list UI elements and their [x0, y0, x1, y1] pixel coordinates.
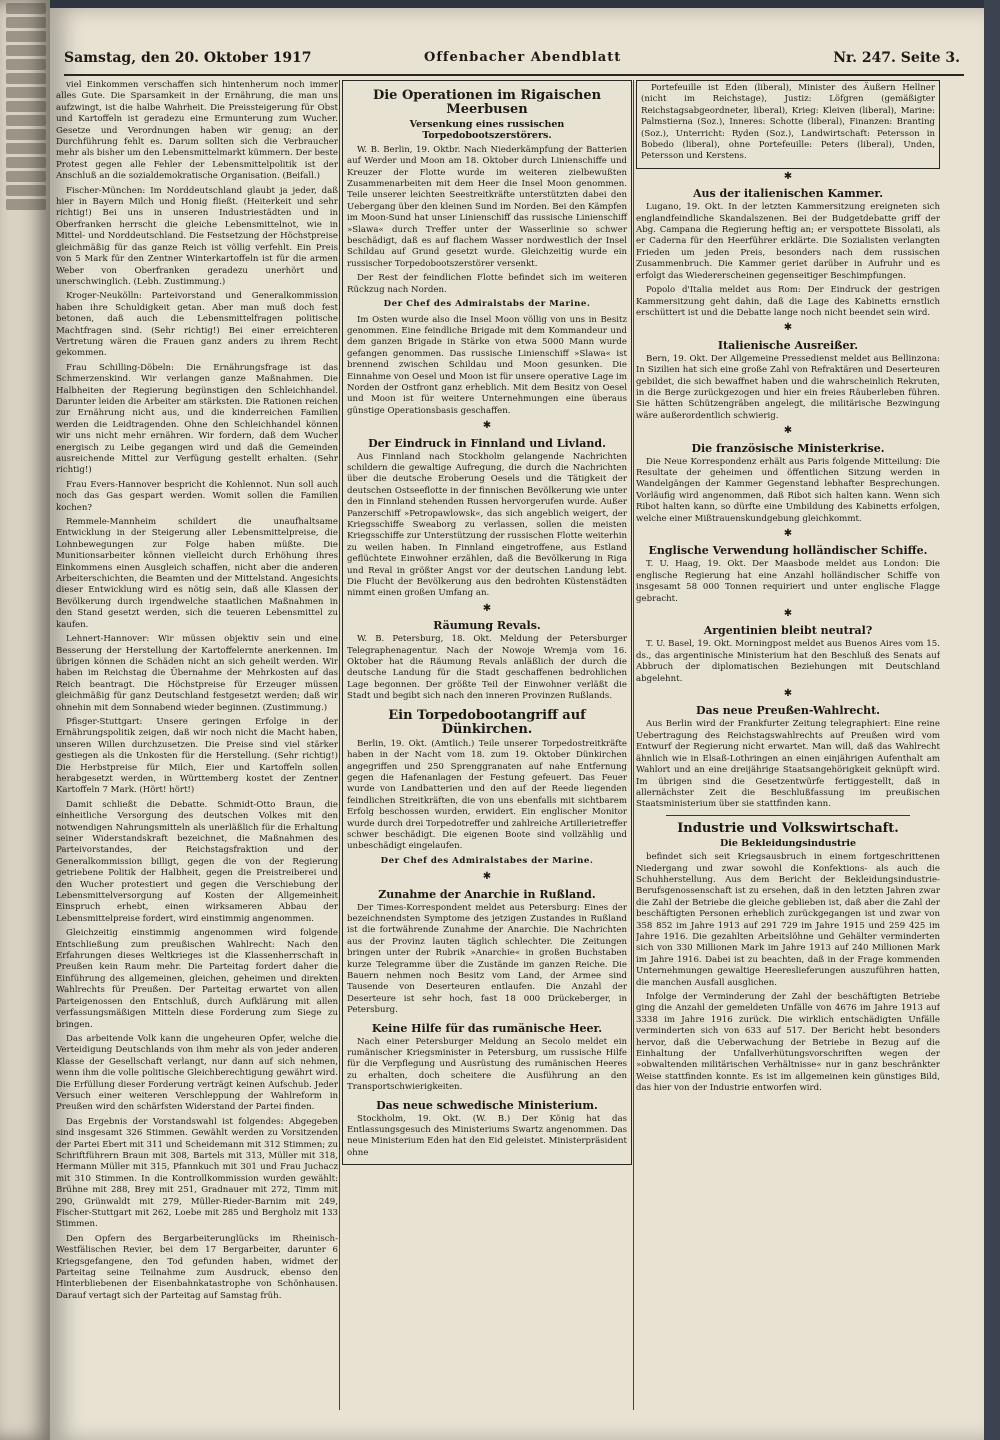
article-paragraph: Infolge der Verminderung der Zahl der beschäftigten Betriebe ging die Anzahl der gemeldeten Unfälle von 4676 im Jahre 1913 auf 3338 im Jahre 1916 zurück. Die wirklich entschädigten Unfälle verminderten sich von 633 auf 517. Der Bericht hebt besonders hervor, daß die Ueberwachung der Betriebe in Bezug auf die Einhaltung der Unfallverhütungsvorschriften wegen der »obwaltenden militärischen Verhältnisse« nur in ganz beschränkter Weise stattfinden konnte. Es ist im allgemeinen kein günstiges Bild, das hier von der Industrie entworfen wird.	[636, 992, 940, 1094]
adjacent-page-edge	[0, 0, 50, 1440]
article-paragraph: Den Opfern des Bergarbeiterunglücks im Rheinisch-Westfälischen Revier, bei dem 17 Bergarbeiter, darunter 6 Kriegsgefangene, den Tod gefunden haben, widmet der Parteitag seine Teilnahme zum Ausdruck, ebenso den Hinterbliebenen der Eisenbahnkatastrophe von Schönhausen. Darauf vertagt sich der Parteitag auf Samstag früh.	[56, 1233, 338, 1301]
article-paragraph: Nach einer Petersburger Meldung an Secolo meldet ein rumänischer Kriegsminister in Petersburg, um russische Hilfe für die Verpflegung und Ausrüstung des rumänischen Heeres zu erhalten, doch scheitere die Ausführung an den Transportschwierigkeiten.	[347, 1036, 627, 1093]
article-paragraph: T. U. Basel, 19. Okt. Morningpost meldet aus Buenos Aires vom 15. ds., das argentinische Ministerium hat den Beschluß des Senats auf Abbruch der diplomatischen Beziehungen mit Deutschland abgelehnt.	[636, 639, 940, 684]
subheadline: Die Bekleidungsindustrie	[719, 837, 857, 849]
headline: Argentinien bleibt neutral?	[703, 624, 873, 638]
separator-star: ✱	[783, 425, 793, 437]
article-paragraph: Stockholm, 19. Okt. (W. B.) Der König hat das Entlassungsgesuch des Ministeriums Swartz angenommen. Das neue Ministerium Eden hat den Eid geleistet. Ministerpräsident ohne	[347, 1113, 627, 1158]
headline: Das neue Preußen-Wahlrecht.	[696, 704, 880, 718]
article-paragraph: Im Osten wurde also die Insel Moon völlig von uns in Besitz genommen. Eine feindliche Brigade mit dem Kommandeur und dem ganzen Brigade in Stärke von etwa 5000 Mann wurde gefangen genommen. Das russische Linienschiff »Slawa« ist brennend zwischen Schildau und Moon gesunken. Die Einnahme von Oesel und Moon ist für unsere operative Lage im Norden der Ostfront ganz erheblich. Mit dem Besitz von Oesel und Moon ist für weitere Unternehmungen eine überaus günstige Operationsbasis geschaffen.	[347, 314, 627, 416]
subheadline: Versenkung eines russischen Torpedobootszerstörers.	[409, 119, 565, 142]
article-paragraph: Das Ergebnis der Vorstandswahl ist folgendes: Abgegeben sind insgesamt 326 Stimmen. Gewählt werden zu Vorsitzenden der Partei Ebert mit 311 und Scheidemann mit 312 Stimmen; zu Schriftführern Braun mit 308, Bartels mit 313, Müller mit 318, Hermann Müller mit 315, Pfannkuch mit 301 und Frau Juchacz mit 310 Stimmen. In die Kontrollkommission wurden gewählt: Brühne mit 288, Brey mit 251, Gradnauer mit 272, Timm mit 290, Grünwaldt mit 279, Müller-Rieder-Barnim mit 249, Fischer-Stuttgart mit 262, Loebe mit 285 und Bergholz mit 133 Stimmen.	[56, 1116, 338, 1230]
headline: Die Operationen im Rigaischen Meerbusen	[372, 88, 602, 117]
section-divider	[666, 815, 910, 816]
signature: Der Chef des Admiralstabes der Marine.	[380, 855, 594, 866]
article-paragraph: Remmele-Mannheim schildert die unaufhaltsame Entwicklung in der Steigerung aller Lebensmittelpreise, die Lohnbewegungen zur Folge haben müßte. Die Munitionsarbeiter können vielleicht durch Erhöhung ihres Einkommens einen Ausgleich schaffen, nicht aber die anderen Arbeiterschichten, die Beamten und der Mittelstand. Angesichts dieser Entwicklung wird es nötig sein, daß alle Klassen der Bevölkerung durch irgendwelche staatlichen Maßnahmen in den Stand gesetzt werden, sich die teueren Lebensmittel zu kaufen.	[56, 517, 338, 630]
article-paragraph: Der Times-Korrespondent meldet aus Petersburg: Eines der bezeichnendsten Symptome des jetzigen Zustandes in Rußland ist die fortwährende Zunahme der Anarchie. Die Nachrichten aus der Provinz lauten täglich schlechter. Die Zeitungen bringen unter der Rubrik »Anarchie« in großen Buchstaben kurze Telegramme über die Zustände im ganzen Reiche. Die Bauern nehmen noch Besitz vom Land, der Armee sind Tausende von Deserteuren entlaufen. Die Anzahl der Deserteure ist sehr hoch, fast 18 000 Drückeberger, in Petersburg.	[347, 902, 627, 1016]
separator-star: ✱	[783, 608, 793, 620]
headline: Der Eindruck in Finnland und Livland.	[368, 436, 606, 450]
headline: Englische Verwendung holländischer Schiffe.	[648, 544, 928, 558]
article-paragraph: Frau Schilling-Döbeln: Die Ernährungsfrage ist das Schmerzenskind. Wir verlangen ganze Maßnahmen. Die Halbheiten der Regierung begünstigen den Schleichhandel. Darunter leiden die Arbeiter am stärksten. Die Rationen reichen zur Ernährung nicht aus, und die kinderreichen Familien werden die Leidtragenden. Ohne den Schleichhandel können wir uns nicht mehr ernähren. Wir fordern, daß dem Wucher energisch zu Leibe gegangen wird und daß die Gemeinden ausreichende Mittel zur Verfügung gestellt erhalten. (Sehr richtig!)	[56, 362, 338, 476]
article-paragraph: Pfisger-Stuttgart: Unsere geringen Erfolge in der Ernährungspolitik zeigen, daß wir noch nicht die Macht haben, unseren Willen durchzusetzen. Die Preise sind viel stärker gestiegen als die Unkosten für die Herstellung. (Sehr richtig!) Die Herbstpreise für Milch, Eier und Kartoffeln sollen herabgesetzt werden, in Württemberg kostet der Zentner Kartoffeln 7 Mark. (Hört! hört!)	[56, 716, 338, 796]
article-paragraph: Berlin, 19. Okt. (Amtlich.) Teile unserer Torpedostreitkräfte haben in der Nacht vom 18. zum 19. Oktober Dünkirchen angegriffen und 250 Sprenggranaten auf nahe Entfernung gegen die Hafenanlagen der Festung gefeuert. Das Feuer wurde von Landbatterien und den auf der Reede liegenden feindlichen Streitkräften, die von uns ebenfalls mit sichtbarem Erfolg beschossen wurden, erwidert. Ein englischer Monitor wurde durch drei Torpedotreffer und zahlreiche Artillerietreffer schwer beschädigt. Die eigenen Boote sind vollzählig und unbeschädigt eingelaufen.	[347, 738, 627, 852]
article-paragraph: W. B. Berlin, 19. Oktbr. Nach Niederkämpfung der Batterien auf Werder und Moon am 18. Oktober durch Linienschiffe und Kreuzer der Flotte wurde im weiteren zielbewußten Zusammenarbeiten mit dem Heer die Insel Moon genommen. Teile unserer leichten Seestreitkräfte unterstützten dabei den Uebergang über den kleinen Sund im Norden. Bei den Kämpfen im Moon-Sund hat unser Linienschiff das russische Linienschiff »Slawa« durch Treffer unter der Wasserlinie so schwer beschädigt, daß es auf flachem Wasser nordwestlich der Insel Schildau auf Grund gesetzt wurde. Gleichzeitig wurde ein russischer Torpedobootszerstörer versenkt.	[347, 144, 627, 269]
column-rule	[339, 80, 340, 1410]
article-paragraph: Kroger-Neukölln: Parteivorstand und Generalkommission haben ihre Schuldigkeit getan. Aber man muß doch fest betonen, daß auch die Lebensmittelfragen politische Machtfragen sind. (Sehr richtig!) Bei einer erreichteren Vertretung wären die Frauen ganz anders zu ihrem Recht gekommen.	[56, 291, 338, 359]
article-paragraph: Damit schließt die Debatte. Schmidt-Otto Braun, die einheitliche Versorgung des deutschen Volkes mit den notwendigen Nahrungsmitteln als unerläßlich für die Erhaltung seiner Widerstandskraft bezeichnet, die Maßnahmen des Parteivorstandes, der Reichstagsfraktion und der Generalkommission billigt, gegen die von der Regierung getriebene Politik der Halbheit, gegen die Preistreiberei und den Wucher protestiert und gegen die Verschiebung der Lebensmittelversorgung auf Kosten der Allgemeinheit Einspruch erhebt, einen wirksameren Abbau der Lebensmittelpreise fordert, wird einstimmig angenommen.	[56, 799, 338, 924]
issue-line: Nr. 247. Seite 3.	[833, 50, 960, 66]
section-headline: Industrie und Volkswirtschaft.	[677, 820, 899, 836]
article-paragraph: Frau Evers-Hannover bespricht die Kohlennot. Nun soll auch noch das Gas gespart werden. Womit sollen die Familien kochen?	[56, 479, 338, 513]
headline: Ein Torpedobootangriff auf Dünkirchen.	[388, 707, 586, 737]
article-paragraph: Aus Berlin wird der Frankfurter Zeitung telegraphiert: Eine reine Uebertragung des Reichstagswahlrechts auf Preußen wird vom Entwurf der Regierung nicht erwartet. Man will, daß das Wahlrecht ähnlich wie in Elsaß-Lothringen an einen einjährigen Aufenthalt am Wahlort und an eine dreijährige Staatsangehörigkeit geknüpft wird. Im übrigen sind die Gesetzentwürfe fertiggestellt, daß in allernächster Zeit die Beschlußfassung im preußischen Staatsministerium über sie stattfinden kann.	[636, 719, 940, 810]
headline: Zunahme der Anarchie in Rußland.	[378, 887, 596, 901]
headline: Keine Hilfe für das rumänische Heer.	[371, 1021, 603, 1035]
ministry-list-box	[636, 80, 940, 169]
column-1	[56, 80, 338, 1418]
article-paragraph: Die Neue Korrespondenz erhält aus Paris folgende Mitteilung: Die Resultate der geheimen und öffentlichen Sitzung werden in Wandelgängen der Kammer Gegenstand lebhafter Besprechungen. Vorläufig wird angenommen, daß Ribot sich halten kann. Wenn sich Ribot halten kann, so dürfte eine Umbildung des Kabinetts erfolgen, welche einer Mißtrauenskundgebung gleichkommt.	[636, 456, 940, 524]
signature: Der Chef des Admiralstabs der Marine.	[383, 299, 591, 310]
separator-star: ✱	[783, 322, 793, 334]
column-3	[636, 80, 940, 1418]
newspaper-page	[50, 8, 984, 1440]
article-paragraph: W. B. Petersburg, 18. Okt. Meldung der Petersburger Telegraphenagentur. Nach der Nowoje Wremja vom 16. Oktober hat die Räumung Revals anläßlich der durch die deutsche Landung für die Stadt geschaffenen bedrohlichen Lage begonnen. Der größte Teil der Einwohner verläßt die Stadt und begibt sich nach den inneren Provinzen Rußlands.	[347, 634, 627, 702]
article-paragraph: Lugano, 19. Okt. In der letzten Kammersitzung ereigneten sich englandfeindliche Skandalszenen. Bei der Budgetdebatte griff der Abg. Campana die Regierung heftig an; er verspottete Bissolati, als er Caderna für den Heerführer erklärte. Die Sozialisten verlangten Frieden um jeden Preis, besonders nach dem russischen Zusammenbruch. Die Kammer geriet darüber in Aufruhr und es erfolgt das Wiedererscheinen gegenseitiger Beschimpfungen.	[636, 202, 940, 281]
article-paragraph: Fischer-München: Im Norddeutschland glaubt ja jeder, daß hier in Bayern Milch und Honig fließt. (Heiterkeit und sehr richtig!) Bei uns in unseren Industriestädten und in Oberfranken herrscht die gleiche Lebensmittelnot, wie in Mittel- und Norddeutschland. Die Festsetzung der Höchstpreise gleichmäßig für das ganze Reich ist völlig verfehlt. Ein Preis von 5 Mark für den Zentner Winterkartoffeln ist für die armen Weber von Oberfranken geradezu unerhört und unerschwinglich. (Lebh. Zustimmung.)	[56, 185, 338, 287]
binding-edge	[984, 0, 1000, 1440]
separator-star: ✱	[783, 688, 793, 700]
column-rule	[633, 80, 634, 1410]
headline: Die französische Ministerkrise.	[691, 441, 885, 455]
headline: Italienische Ausreißer.	[717, 338, 859, 352]
article-paragraph: Lehnert-Hannover: Wir müssen objektiv sein und eine Besserung der Herstellung der Kartoffelernte anerkennen. Im übrigen können die Schäden nicht an sich geheilt werden. Wir haben im Reichstag die Übernahme der Mehrkosten auf das Reich beantragt. Die Höchstpreise für Erzeuger müssen gleichmäßig für ganz Deutschland festgesetzt werden; daß wir ohnehin mit dem Sonnabend wieder beginnen. (Zustimmung.)	[56, 634, 338, 713]
page-header	[64, 48, 964, 76]
separator-star: ✱	[482, 871, 492, 883]
separator-star: ✱	[783, 170, 793, 182]
article-paragraph: Das arbeitende Volk kann die ungeheuren Opfer, welche die Verteidigung Deutschlands von ihm mehr als von jeder anderen Klasse der Gesellschaft verlangt, nur dann auf sich nehmen, wenn ihm die volle politische Gleichberechtigung gewährt wird. Die Erfüllung dieser Forderung verträgt keinen Aufschub. Jeder Versuch einer weiteren Verschleppung der Wahlreform in Preußen wird den schärfsten Widerstand der Partei finden.	[56, 1033, 338, 1113]
article-paragraph: Gleichzeitig einstimmig angenommen wird folgende Entschließung zum preußischen Wahlrecht: Nach den Erfahrungen dieses Weltkrieges ist die Klassenherrschaft in Preußen kein Raum mehr. Die Parteitag fordert daher die Einführung des allgemeinen, gleichen, geheimen und direkten Wahlrechts für Preußen. Der Parteitag erwartet von allen Parteigenossen den Entschluß, durch Aufklärung mit allen verfassungsmäßigen Mitteln diese Forderung zum Siege zu bringen.	[56, 928, 338, 1030]
headline: Aus der italienischen Kammer.	[692, 187, 884, 201]
separator-star: ✱	[482, 602, 492, 614]
article-paragraph: Popolo d'Italia meldet aus Rom: Der Eindruck der gestrigen Kammersitzung geht dahin, daß die Lage des Kabinetts ernstlich erschüttert ist und die Debatte lange noch nicht beendet sein wird.	[636, 285, 940, 318]
article-paragraph: T. U. Haag, 19. Okt. Der Maasbode meldet aus London: Die englische Regierung hat eine Anzahl holländischer Schiffe von insgesamt 58 000 Tonnen requiriert und unter englische Flagge gebracht.	[636, 559, 940, 604]
article-paragraph: Aus Finnland nach Stockholm gelangende Nachrichten schildern die gewaltige Aufregung, die durch die Nachrichten über die deutsche Eroberung Oesels und die Tätigkeit der deutschen Ostseeflotte in der finnischen Bevölkerung wie unter den in Finnland stehenden Russen hervorgerufen wurde. Außer Panzerschiff »Petropawlowsk«, das sich angeblich weigert, der Kriegsschiffe Sweaborg zu verlassen, sollen die meisten Kriegsschiffe zur Unterstützung der russischen Flotte weiterhin zu weilen haben. In Finnland eingetroffene, aus Estland geflüchtete Einwohner erzählen, daß die Bevölkerung in Riga und Reval in größter Angst vor der deutschen Landung lebt. Die Flucht der Bevölkerung aus den bedrohten Küstenstädten nimmt einen großen Umfang an.	[347, 451, 627, 599]
article-paragraph: Der Rest der feindlichen Flotte befindet sich im weiteren Rückzug nach Norden.	[347, 273, 627, 295]
article-paragraph: Bern, 19. Okt. Der Allgemeine Pressedienst meldet aus Bellinzona: In Sizilien hat sich eine große Zahl von Refraktären und Deserteuren gebildet, die sich bewaffnet haben und die wahrscheinlich Rekruten, in die Berge zurückgezogen und hier ein freies Räuberleben führen. Sie hätten Schützengräben angelegt, die militärische Bezwingung wäre außerordentlich schwierig.	[636, 353, 940, 421]
article-paragraph: Portefeuille ist Eden (liberal), Minister des Äußern Hellner (nicht im Reichstage), Justiz: Löfgren (gemäßigter Reichstagsabgeordneter, liberal), Krieg: Kleiven (liberal), Marine: Palmstierna (Soz.), Inneres: Schotte (liberal), Finanzen: Branting (Soz.), Unterricht: Ryden (Soz.), Landwirtschaft: Petersson in Bobedo (liberal), ohne Portefeuille: Peters (liberal), Unden, Petersson und Kerstens.	[641, 83, 935, 162]
headline: Räumung Revals.	[433, 619, 541, 633]
date-line: Samstag, den 20. Oktober 1917	[64, 50, 312, 66]
separator-star: ✱	[783, 528, 793, 539]
headline: Das neue schwedische Ministerium.	[376, 1098, 598, 1112]
paper-name: Offenbacher Abendblatt	[424, 50, 622, 65]
article-paragraph: befindet sich seit Kriegsausbruch in einem fortgeschrittenen Niedergang und zwar sowohl die Konfektions- als auch die Schuhherstellung. Aus dem Bericht der Bekleidungsindustrie-Berufsgenossenschaft ist zu ersehen, daß in den letzten Jahren zwar die Zahl der Betriebe die gleiche geblieben ist, daß aber die Zahl der beschäftigten Personen erheblich zurückgegangen ist und zwar von 358 852 im Jahre 1913 auf 291 729 im Jahre 1915 und 259 425 im Jahre 1916. Die gezahlten Arbeitslöhne und Gehälter verminderten sich von 330 Millionen Mark im Jahre 1913 auf 240 Millionen Mark im Jahre 1916. Dabei ist zu beachten, daß in der Frage kommenden Unternehmungen gewaltige Heereslieferungen auszuführen hatten, die manchen Ausfall ausglichen.	[636, 852, 940, 988]
column-2	[342, 80, 632, 1418]
separator-star: ✱	[482, 420, 492, 432]
article-paragraph: viel Einkommen verschaffen sich hintenherum noch immer alles Gute. Die Sparsamkeit in der Ernährung, die man uns aufzwingt, ist die halbe Wahrheit. Die Preissteigerung für Obst und Kartoffeln ist geradezu eine Ermunterung zum Wucher. Gesetze und Verordnungen haben wir genug; an der Durchführung fehlt es. Darum sollten sich die Verbraucher mehr als bisher um den Lebensmittelmarkt kümmern. Der beste Protest gegen alle Fehler der Lebensmittelpolitik ist der Anschluß an die sozialdemokratische Organisation. (Beifall.)	[56, 80, 338, 182]
lead-article-box	[342, 80, 632, 1165]
